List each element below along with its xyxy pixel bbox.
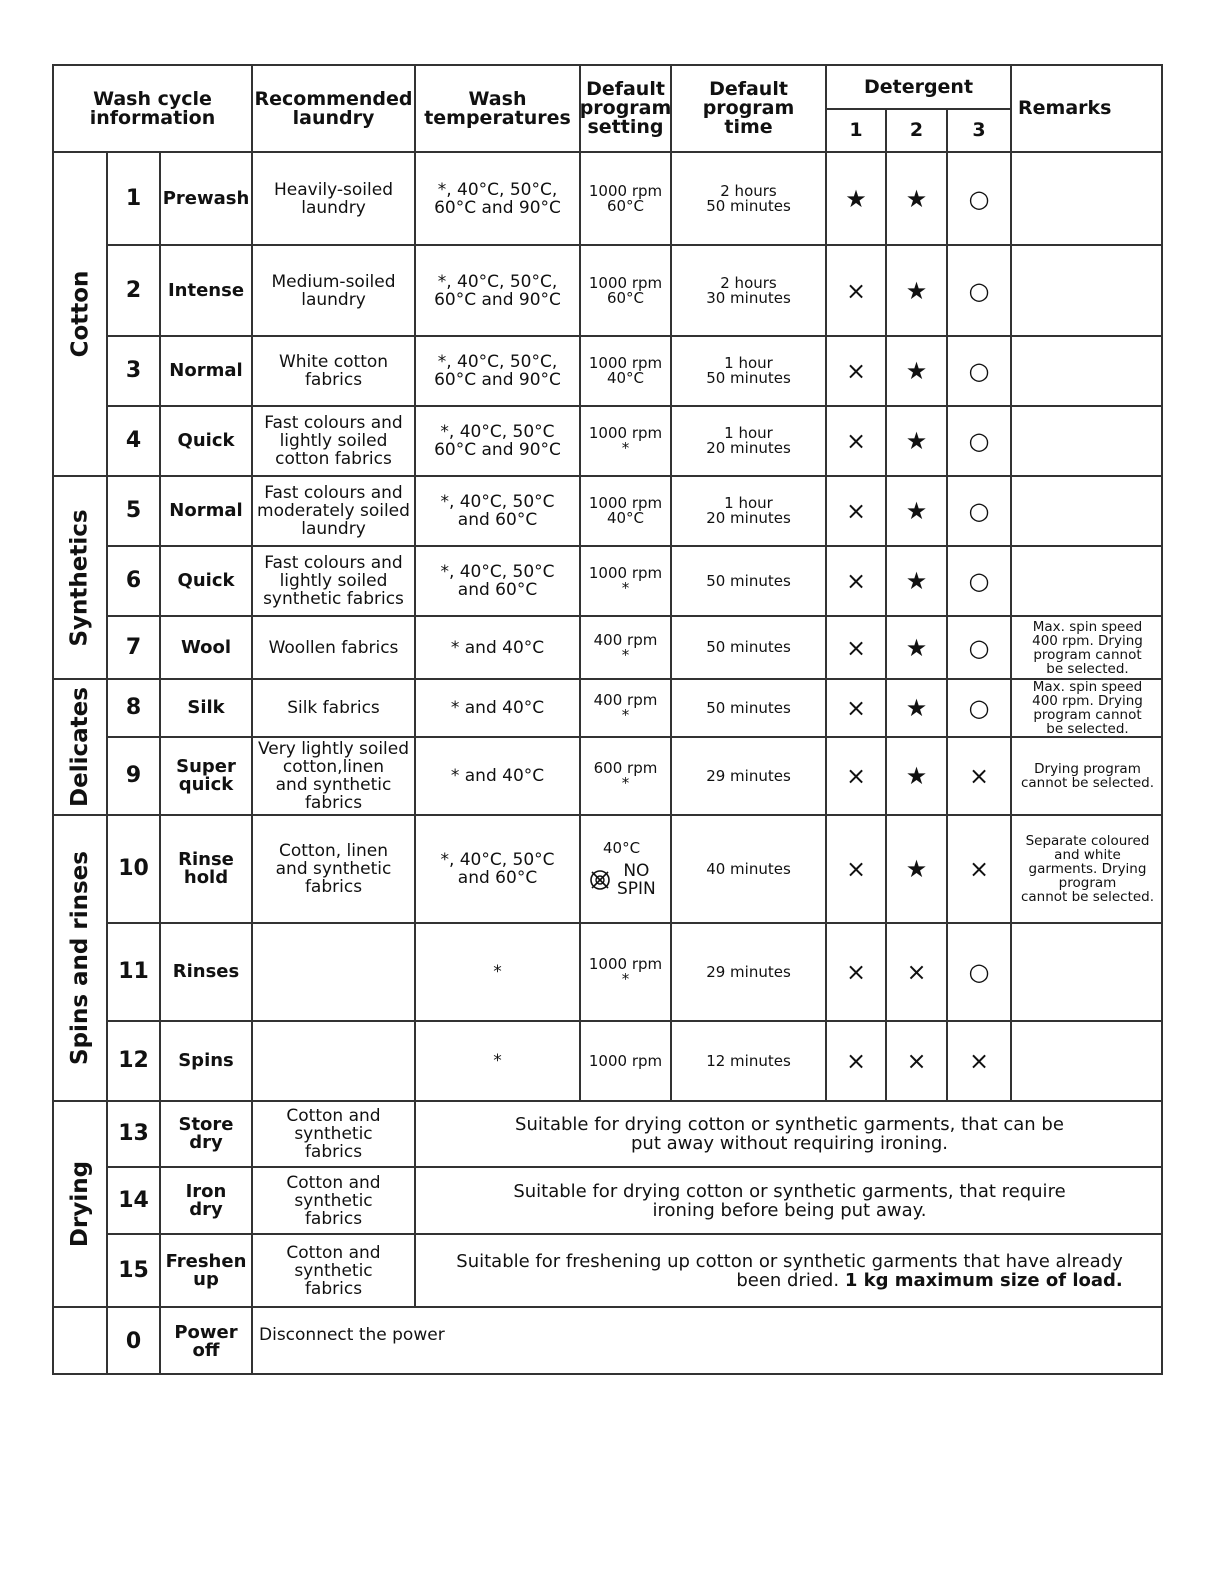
detergent-3-symbol: ○ <box>946 151 1010 244</box>
detergent-1-symbol: × <box>825 545 885 615</box>
program-name: Intense <box>159 244 251 335</box>
remarks <box>1010 922 1163 1020</box>
default-time: 1 hour 20 minutes <box>670 405 825 475</box>
detergent-1-symbol: × <box>825 475 885 545</box>
program-name: Wool <box>159 615 251 678</box>
default-setting: 1000 rpm 60°C <box>579 151 670 244</box>
detergent-2-symbol: ★ <box>885 736 946 814</box>
detergent-2-symbol: ★ <box>885 545 946 615</box>
recommended-laundry: Heavily-soiled laundry <box>251 151 414 244</box>
detergent-3-symbol: ○ <box>946 545 1010 615</box>
remarks <box>1010 545 1163 615</box>
detergent-2-symbol: ★ <box>885 405 946 475</box>
program-name: Super quick <box>159 736 251 814</box>
wash-temperatures: * <box>414 1020 579 1100</box>
program-name: Normal <box>159 475 251 545</box>
program-number: 1 <box>106 151 159 244</box>
remarks <box>1010 335 1163 405</box>
detergent-3-symbol: ○ <box>946 475 1010 545</box>
remarks: Drying program cannot be selected. <box>1010 736 1163 814</box>
detergent-1-symbol: ★ <box>825 151 885 244</box>
header-default-setting: Default program setting <box>579 64 670 151</box>
default-setting: 600 rpm * <box>579 736 670 814</box>
no-spin-label: NO SPIN <box>617 860 656 899</box>
wash-temperatures: *, 40°C, 50°C and 60°C <box>414 545 579 615</box>
group-empty <box>52 1306 106 1375</box>
group-cotton: Cotton <box>52 151 106 475</box>
header-detergent-3: 3 <box>946 108 1010 151</box>
recommended-laundry: Fast colours and moderately soiled laundry <box>251 475 414 545</box>
detergent-3-symbol: ○ <box>946 244 1010 335</box>
header-detergent-1: 1 <box>825 108 885 151</box>
detergent-1-symbol: × <box>825 335 885 405</box>
program-number: 0 <box>106 1306 159 1375</box>
wash-temperatures: *, 40°C, 50°C, 60°C and 90°C <box>414 335 579 405</box>
detergent-2-symbol: ★ <box>885 151 946 244</box>
drying-description: Suitable for drying cotton or synthetic garments, that require ironing before being put away. <box>414 1166 1163 1233</box>
recommended-laundry <box>251 922 414 1020</box>
remarks <box>1010 244 1163 335</box>
detergent-1-symbol: × <box>825 244 885 335</box>
detergent-2-symbol: ★ <box>885 244 946 335</box>
program-name: Silk <box>159 678 251 736</box>
remarks: Max. spin speed 400 rpm. Drying program cannot be selected. <box>1010 615 1163 678</box>
default-time: 40 minutes <box>670 814 825 922</box>
wash-temperatures: * and 40°C <box>414 615 579 678</box>
default-setting: 1000 rpm * <box>579 405 670 475</box>
detergent-2-symbol: × <box>885 922 946 1020</box>
wash-temperatures: * <box>414 922 579 1020</box>
group-synthetics: Synthetics <box>52 475 106 678</box>
remarks <box>1010 475 1163 545</box>
program-name: Normal <box>159 335 251 405</box>
default-setting: 1000 rpm 40°C <box>579 475 670 545</box>
detergent-3-symbol: ○ <box>946 922 1010 1020</box>
program-number: 4 <box>106 405 159 475</box>
recommended-laundry: Very lightly soiled cotton,linen and synthetic fabrics <box>251 736 414 814</box>
detergent-2-symbol: × <box>885 1020 946 1100</box>
recommended-laundry: White cotton fabrics <box>251 335 414 405</box>
detergent-2-symbol: ★ <box>885 335 946 405</box>
program-name: Spins <box>159 1020 251 1100</box>
program-name: Rinse hold <box>159 814 251 922</box>
wash-temperatures: *, 40°C, 50°C and 60°C <box>414 814 579 922</box>
recommended-laundry: Cotton and synthetic fabrics <box>251 1166 414 1233</box>
program-name: Quick <box>159 545 251 615</box>
default-time: 29 minutes <box>670 922 825 1020</box>
group-delicates: Delicates <box>52 678 106 814</box>
program-name: Prewash <box>159 151 251 244</box>
program-number: 11 <box>106 922 159 1020</box>
detergent-3-symbol: ○ <box>946 405 1010 475</box>
remarks <box>1010 405 1163 475</box>
detergent-1-symbol: × <box>825 736 885 814</box>
recommended-laundry: Fast colours and lightly soiled cotton fabrics <box>251 405 414 475</box>
recommended-laundry <box>251 1020 414 1100</box>
recommended-laundry: Silk fabrics <box>251 678 414 736</box>
header-remarks: Remarks <box>1010 64 1163 151</box>
default-setting <box>579 814 670 922</box>
program-name: Freshen up <box>159 1233 251 1306</box>
default-time: 1 hour 20 minutes <box>670 475 825 545</box>
default-time: 29 minutes <box>670 736 825 814</box>
header-wash-temperatures: Wash temperatures <box>414 64 579 151</box>
program-number: 9 <box>106 736 159 814</box>
default-time: 12 minutes <box>670 1020 825 1100</box>
recommended-laundry: Medium-soiled laundry <box>251 244 414 335</box>
detergent-3-symbol: ○ <box>946 335 1010 405</box>
remarks <box>1010 1020 1163 1100</box>
detergent-1-symbol: × <box>825 678 885 736</box>
detergent-1-symbol: × <box>825 1020 885 1100</box>
program-number: 6 <box>106 545 159 615</box>
program-name: Power off <box>159 1306 251 1375</box>
remarks: Max. spin speed 400 rpm. Drying program cannot be selected. <box>1010 678 1163 736</box>
power-off-description: Disconnect the power <box>251 1306 1163 1375</box>
detergent-1-symbol: × <box>825 922 885 1020</box>
drying-description-text: Suitable for freshening up cotton or synthetic garments that have already been dried. <box>456 1250 1123 1291</box>
program-name: Rinses <box>159 922 251 1020</box>
drying-description <box>414 1233 1163 1306</box>
default-setting: 1000 rpm <box>579 1020 670 1100</box>
default-setting: 400 rpm * <box>579 615 670 678</box>
recommended-laundry: Cotton, linen and synthetic fabrics <box>251 814 414 922</box>
detergent-1-symbol: × <box>825 814 885 922</box>
detergent-2-symbol: ★ <box>885 615 946 678</box>
wash-temperatures: *, 40°C, 50°C and 60°C <box>414 475 579 545</box>
header-default-time: Default program time <box>670 64 825 151</box>
no-spin-icon <box>589 869 611 891</box>
group-drying: Drying <box>52 1100 106 1306</box>
default-time: 1 hour 50 minutes <box>670 335 825 405</box>
program-number: 12 <box>106 1020 159 1100</box>
recommended-laundry: Cotton and synthetic fabrics <box>251 1100 414 1166</box>
group-spins-and-rinses: Spins and rinses <box>52 814 106 1100</box>
remarks: Separate coloured and white garments. Drying program cannot be selected. <box>1010 814 1163 922</box>
program-number: 5 <box>106 475 159 545</box>
program-number: 13 <box>106 1100 159 1166</box>
wash-temperatures: *, 40°C, 50°C, 60°C and 90°C <box>414 244 579 335</box>
detergent-3-symbol: × <box>946 1020 1010 1100</box>
default-time: 50 minutes <box>670 615 825 678</box>
detergent-3-symbol: × <box>946 736 1010 814</box>
default-setting: 1000 rpm * <box>579 545 670 615</box>
header-wash-cycle: Wash cycle information <box>52 64 251 151</box>
program-number: 15 <box>106 1233 159 1306</box>
program-table <box>52 64 1163 1375</box>
detergent-1-symbol: × <box>825 615 885 678</box>
program-name: Iron dry <box>159 1166 251 1233</box>
program-number: 2 <box>106 244 159 335</box>
default-setting: 1000 rpm 40°C <box>579 335 670 405</box>
default-setting: 1000 rpm * <box>579 922 670 1020</box>
default-setting-temp: 40°C <box>603 838 641 857</box>
default-setting: 400 rpm * <box>579 678 670 736</box>
detergent-2-symbol: ★ <box>885 678 946 736</box>
default-time: 2 hours 30 minutes <box>670 244 825 335</box>
wash-temperatures: *, 40°C, 50°C 60°C and 90°C <box>414 405 579 475</box>
program-name: Store dry <box>159 1100 251 1166</box>
detergent-3-symbol: × <box>946 814 1010 922</box>
program-number: 10 <box>106 814 159 922</box>
program-name: Quick <box>159 405 251 475</box>
drying-description: Suitable for drying cotton or synthetic garments, that can be put away without requiring ironing. <box>414 1100 1163 1166</box>
detergent-2-symbol: ★ <box>885 475 946 545</box>
remarks <box>1010 151 1163 244</box>
detergent-3-symbol: ○ <box>946 678 1010 736</box>
default-setting: 1000 rpm 60°C <box>579 244 670 335</box>
detergent-1-symbol: × <box>825 405 885 475</box>
program-number: 3 <box>106 335 159 405</box>
recommended-laundry: Cotton and synthetic fabrics <box>251 1233 414 1306</box>
program-number: 14 <box>106 1166 159 1233</box>
header-detergent: Detergent <box>825 64 1010 108</box>
default-time: 50 minutes <box>670 678 825 736</box>
detergent-2-symbol: ★ <box>885 814 946 922</box>
max-load-note: 1 kg maximum size of load. <box>844 1269 1123 1291</box>
recommended-laundry: Fast colours and lightly soiled synthetic fabrics <box>251 545 414 615</box>
program-number: 8 <box>106 678 159 736</box>
program-number: 7 <box>106 615 159 678</box>
default-time: 50 minutes <box>670 545 825 615</box>
recommended-laundry: Woollen fabrics <box>251 615 414 678</box>
header-detergent-2: 2 <box>885 108 946 151</box>
wash-temperatures: * and 40°C <box>414 736 579 814</box>
detergent-3-symbol: ○ <box>946 615 1010 678</box>
default-time: 2 hours 50 minutes <box>670 151 825 244</box>
wash-temperatures: *, 40°C, 50°C, 60°C and 90°C <box>414 151 579 244</box>
header-recommended-laundry: Recommended laundry <box>251 64 414 151</box>
wash-temperatures: * and 40°C <box>414 678 579 736</box>
